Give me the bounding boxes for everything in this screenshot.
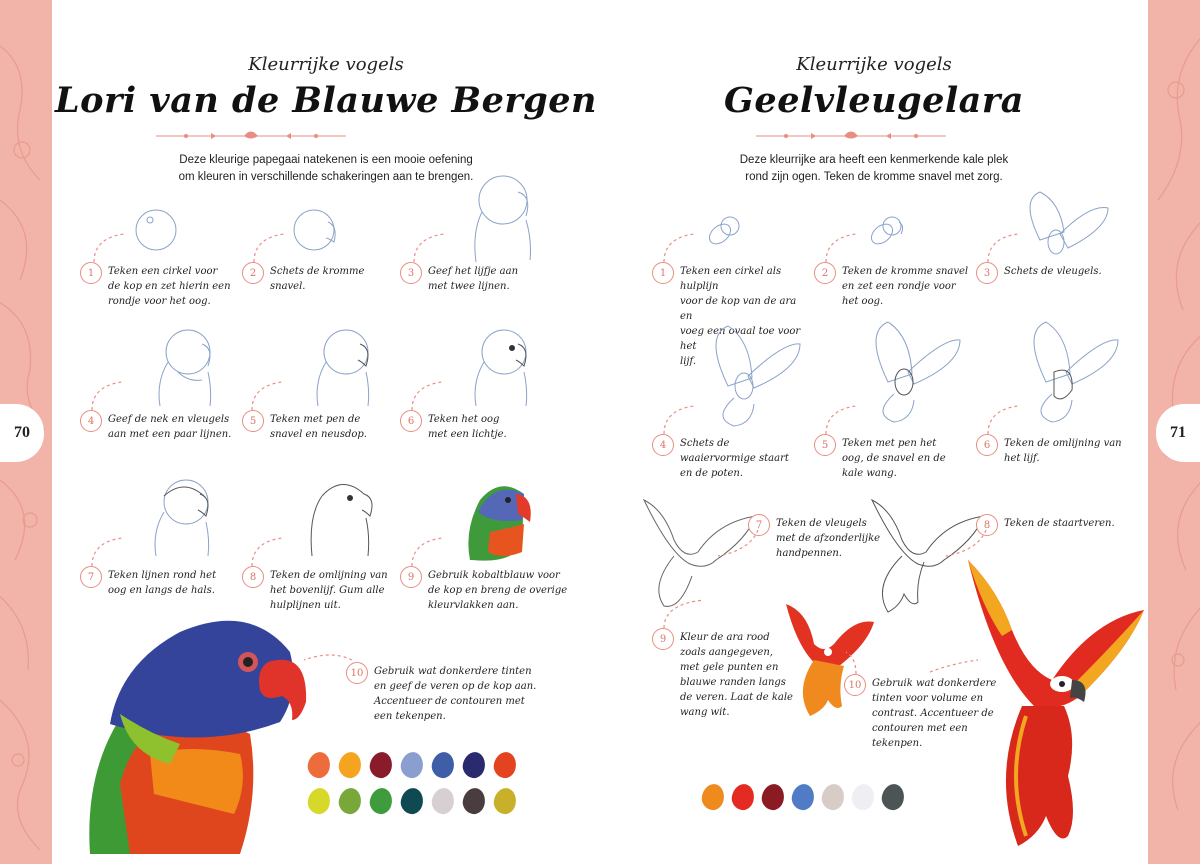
step-number: 1: [80, 262, 102, 284]
intro-line: rond zijn ogen. Teken de kromme snavel met zorg.: [745, 171, 1003, 183]
step-line: Teken de staartveren.: [1004, 518, 1115, 529]
step-line: Geef het lijfje aan: [428, 266, 519, 277]
step-line: Teken de omlijning van: [270, 570, 388, 581]
step-line: en zet een rondje voor: [842, 281, 956, 292]
step-line: het lijf.: [1004, 453, 1040, 464]
step-line: de veren. Laat de kale: [680, 692, 793, 703]
step-line: contouren met een: [872, 723, 968, 734]
step-line: tinten voor volume en: [872, 693, 984, 704]
step-number: 6: [976, 434, 998, 456]
right-title: Geelvleugelara: [724, 80, 1024, 121]
step-line: Teken met pen het: [842, 438, 937, 449]
step-line: Schets de: [680, 438, 730, 449]
step-line: voor de kop van de ara en: [680, 296, 797, 322]
step-number: 1: [652, 262, 674, 284]
right-kicker: Kleurrijke vogels: [796, 54, 952, 75]
step-line: wang wit.: [680, 707, 730, 718]
step-line: en geef de veren op de kop aan.: [374, 681, 537, 692]
step-number: 9: [400, 566, 422, 588]
step-line: een tekenpen.: [374, 711, 446, 722]
page-number-left: 70: [0, 404, 44, 462]
step-line: met de afzonderlijke: [776, 533, 881, 544]
step-number: 4: [80, 410, 102, 432]
step-line: Gebruik wat donkerdere: [872, 678, 997, 689]
step-line: het oog.: [842, 296, 884, 307]
step-line: oog, de snavel en de: [842, 453, 946, 464]
step-line: rondje voor het oog.: [108, 296, 211, 307]
left-title: Lori van de Blauwe Bergen: [54, 80, 597, 121]
intro-line: om kleuren in verschillende schakeringen aan te brengen.: [178, 171, 474, 183]
step-line: contrast. Accentueer de: [872, 708, 994, 719]
step-line: Teken een cirkel voor: [108, 266, 218, 277]
step-number: 10: [346, 662, 368, 684]
step-line: hulplijnen uit.: [270, 600, 341, 611]
step-line: Gebruik wat donkerdere tinten: [374, 666, 532, 677]
step-number: 8: [976, 514, 998, 536]
step-number: 3: [400, 262, 422, 284]
step-line: Kleur de ara rood: [680, 632, 770, 643]
step-line: aan met een paar lijnen.: [108, 429, 232, 440]
step-number: 4: [652, 434, 674, 456]
step-line: Teken met pen de: [270, 414, 361, 425]
step-line: Teken een cirkel als hulplijn: [680, 266, 782, 292]
step-line: lijf.: [680, 356, 697, 367]
intro-line: Deze kleurrijke ara heeft een kenmerkende kale plek: [739, 154, 1009, 166]
step-line: Teken lijnen rond het: [108, 570, 217, 581]
step-line: Teken de omlijning van: [1004, 438, 1122, 449]
step-line: tekenpen.: [872, 738, 923, 749]
step-line: handpennen.: [776, 548, 842, 559]
step-line: Teken de vleugels: [776, 518, 867, 529]
intro-line: Deze kleurige papegaai natekenen is een mooie oefening: [179, 154, 473, 166]
step-line: blauwe randen langs: [680, 677, 786, 688]
step-line: kleurvlakken aan.: [428, 600, 519, 611]
left-kicker: Kleurrijke vogels: [248, 54, 404, 75]
step-number: 8: [242, 566, 264, 588]
step-line: met twee lijnen.: [428, 281, 510, 292]
step-number: 6: [400, 410, 422, 432]
step-number: 2: [242, 262, 264, 284]
step-line: Schets de kromme snavel.: [270, 266, 365, 292]
step-line: en de poten.: [680, 468, 744, 479]
step-line: het bovenlijf. Gum alle: [270, 585, 385, 596]
step-number: 10: [844, 674, 866, 696]
step-line: Teken de kromme snavel: [842, 266, 969, 277]
step-line: snavel en neusdop.: [270, 429, 367, 440]
step-line: Accentueer de contouren met: [374, 696, 525, 707]
step-number: 7: [80, 566, 102, 588]
step-line: met een lichtje.: [428, 429, 507, 440]
step-line: de kop en breng de overige: [428, 585, 568, 596]
page-number-right: 71: [1156, 404, 1200, 462]
step-number: 3: [976, 262, 998, 284]
step-number: 5: [242, 410, 264, 432]
step-line: zoals aangegeven,: [680, 647, 773, 658]
step-line: de kop en zet hierin een: [108, 281, 231, 292]
step-line: waaiervormige staart: [680, 453, 789, 464]
step-line: Schets de vleugels.: [1004, 266, 1102, 277]
step-line: voeg een ovaal toe voor het: [680, 326, 801, 352]
step-line: oog en langs de hals.: [108, 585, 215, 596]
step-line: Geef de nek en vleugels: [108, 414, 230, 425]
step-line: Teken het oog: [428, 414, 500, 425]
step-line: kale wang.: [842, 468, 897, 479]
step-number: 5: [814, 434, 836, 456]
step-line: Gebruik kobaltblauw voor: [428, 570, 560, 581]
step-number: 9: [652, 628, 674, 650]
step-number: 7: [748, 514, 770, 536]
step-number: 2: [814, 262, 836, 284]
step-line: met gele punten en: [680, 662, 779, 673]
